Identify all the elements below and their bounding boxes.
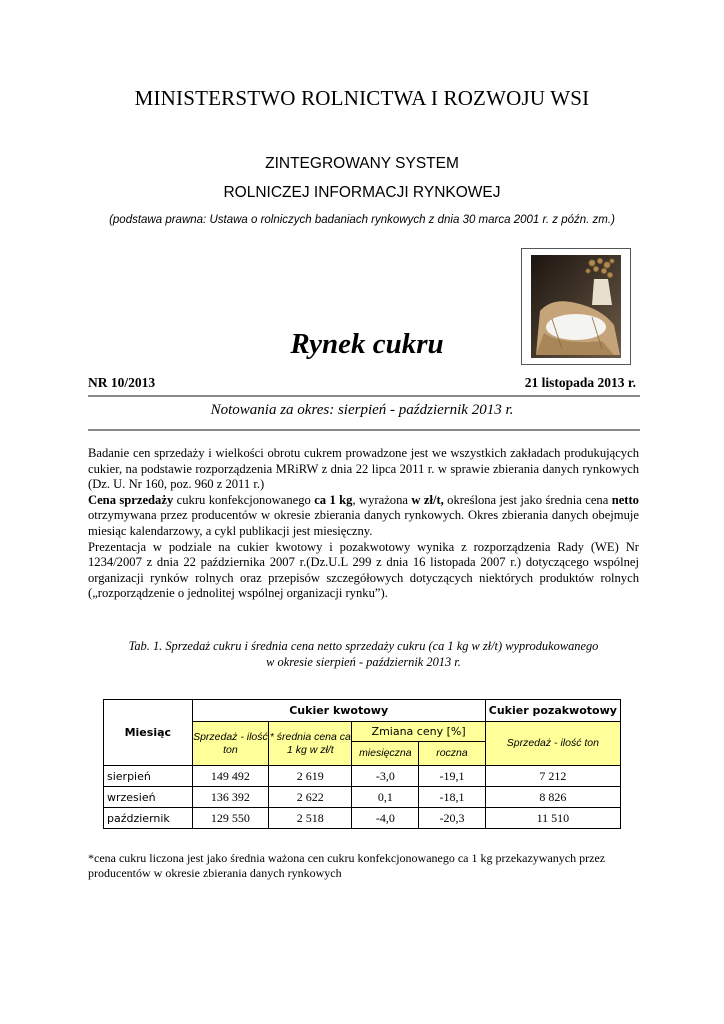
header-avg-price: * średnia cena ca 1 kg w zł/t [269,722,352,766]
header-nonquota-sugar: Cukier pozakwotowy [485,700,620,722]
paragraph-methodology: Badanie cen sprzedaży i wielkości obrotu cukrem prowadzone jest we wszystkich zakładach produkujących cukier, na podstawie rozporządzenia MRiRW z dnia 22 lipca 2011 r. w sprawie zbierania danych rynkowych (Dz. U. Nr 160, poz. 960 z 2011 r.) [88,446,639,492]
header-price-change: Zmiana ceny [%] [352,722,485,742]
system-name-line1: ZINTEGROWANY SYSTEM [265,155,459,172]
header-monthly: miesięczna [352,742,419,766]
footnote: *cena cukru liczona jest jako średnia ważona cen cukru konfekcjonowanego ca 1 kg przekazywanych przez producentów w okresie zbierania danych rynkowych [88,851,606,880]
header-sales-qty: Sprzedaż - ilość ton [192,722,269,766]
header-quota-sugar: Cukier kwotowy [192,700,485,722]
header-month: Miesiąc [104,700,193,766]
body-text [88,446,639,602]
header-annual: roczna [419,742,485,766]
table-row: październik 129 550 2 518 -4,0 -20,3 11 510 [104,808,621,829]
divider [88,429,640,431]
table-row: wrzesień 136 392 2 622 0,1 -18,1 8 826 [104,787,621,808]
header-nonquota-sales: Sprzedaż - ilość ton [485,722,620,766]
sugar-sales-table [103,699,621,829]
issue-date: 21 listopada 2013 r. [524,375,636,390]
paragraph-price-definition: Cena sprzedaży cukru konfekcjonowanego ca 1 kg, wyrażona w zł/t, określona jest jako średnia cena netto otrzymywana przez producentów w okresie zbierania danych rynkowych. Okres zbierania danych obejmuje miesiąc kalendarzowy, a cykl publikacji jest miesięczny. [88,492,639,538]
paragraph-regulation: Prezentacja w podziale na cukier kwotowy i pozakwotowy wynika z rozporządzenia Rady (WE) Nr 1234/2007 z dnia 22 października 2007 r.(Dz.U.L 299 z dnia 16 listopada 2007 r.) dotyczącego wspólnej organizacji rynków rolnych oraz przepisów szczegółowych dotyczących niektórych produktów rolnych („rozporządzenie o jednolitej wspólnej organizacji rynku”). [88,539,639,601]
report-title: Rynek cukru [290,328,444,360]
table-caption: Tab. 1. Sprzedaż cukru i średnia cena netto sprzedaży cukru (ca 1 kg w zł/t) wyprodukowanego w okresie sierpień - październik 2013 r. [128,639,599,669]
table-row: sierpień 149 492 2 619 -3,0 -19,1 7 212 [104,766,621,787]
system-name-line2: ROLNICZEJ INFORMACJI RYNKOWEJ [223,184,501,201]
legal-basis: (podstawa prawna: Ustawa o rolniczych badaniach rynkowych z dnia 30 marca 2001 r. z późn. zm.) [109,214,615,226]
ministry-name: MINISTERSTWO ROLNICTWA I ROZWOJU WSI [134,86,590,110]
period-heading: Notowania za okres: sierpień - październik 2013 r. [210,402,514,418]
issue-number: NR 10/2013 [88,375,156,390]
divider [88,395,640,397]
